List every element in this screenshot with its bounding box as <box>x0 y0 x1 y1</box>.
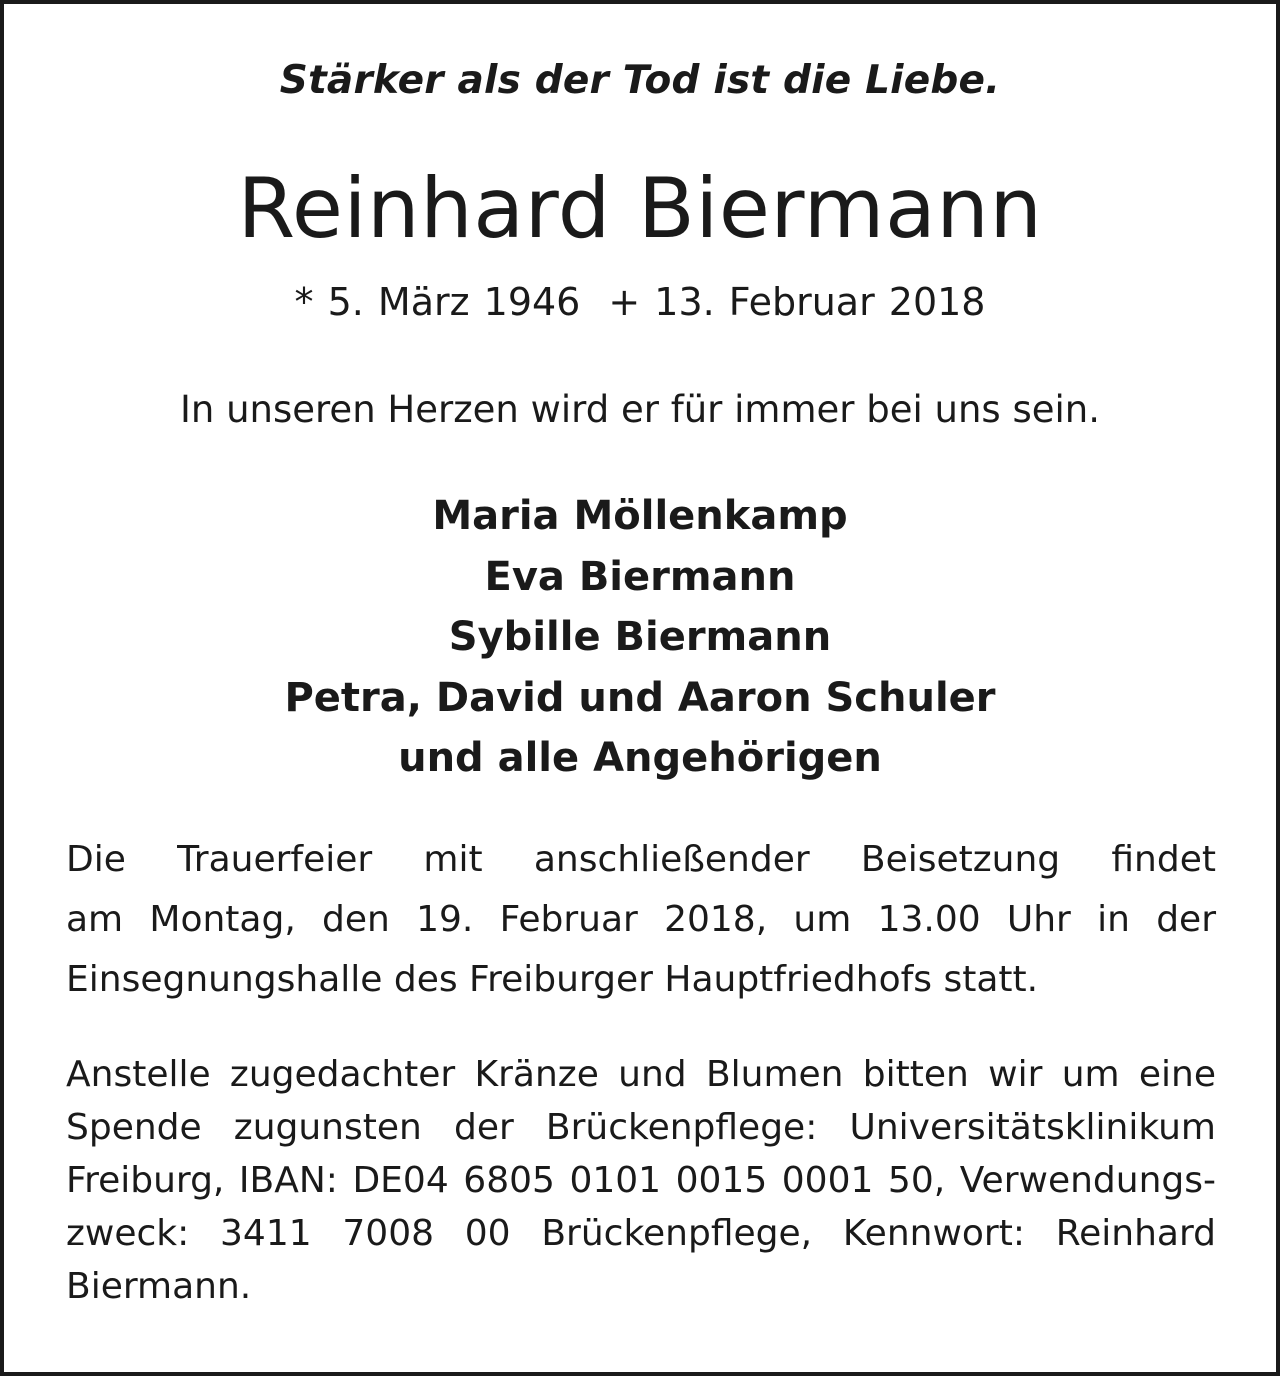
mourner: Eva Biermann <box>484 553 796 600</box>
ceremony-line: Die Trauerfeier mit anschließender Beisetzung findet <box>66 839 1216 880</box>
mourner: und alle Angehörigen <box>398 735 882 781</box>
life-dates <box>0 280 1280 324</box>
mourners-list <box>0 486 1280 789</box>
memory-line: In unseren Herzen wird er für immer bei uns sein. <box>179 388 1101 431</box>
mourner: Maria Möllenkamp <box>432 493 848 539</box>
mourner: Sybille Biermann <box>448 614 832 660</box>
ceremony-line: am Montag, den 19. Februar 2018, um 13.00 Uhr in der <box>66 899 1216 940</box>
death-date: + 13. Februar 2018 <box>608 280 986 324</box>
motto: Stärker als der Tod ist die Liebe. <box>279 58 1001 103</box>
donation-line: Spende zugunsten der Brückenpflege: Universitätsklinikum <box>66 1107 1216 1148</box>
mourner: Petra, David und Aaron Schuler <box>284 674 996 721</box>
donation-line: Freiburg, IBAN: DE04 6805 0101 0015 0001 50, Verwendungs- <box>66 1160 1216 1201</box>
deceased-name: Reinhard Biermann <box>237 160 1043 257</box>
birth-date: * 5. März 1946 <box>294 280 581 324</box>
donation-line: Anstelle zugedachter Kränze und Blumen bitten wir um eine <box>66 1054 1216 1095</box>
ceremony-line: Einsegnungshalle des Freiburger Hauptfriedhofs statt. <box>66 959 1039 1000</box>
donation-paragraph <box>66 1048 1216 1313</box>
donation-line: zweck: 3411 7008 00 Brückenpflege, Kennwort: Reinhard <box>66 1213 1216 1254</box>
ceremony-paragraph <box>66 830 1216 1010</box>
donation-line: Biermann. <box>66 1266 252 1307</box>
